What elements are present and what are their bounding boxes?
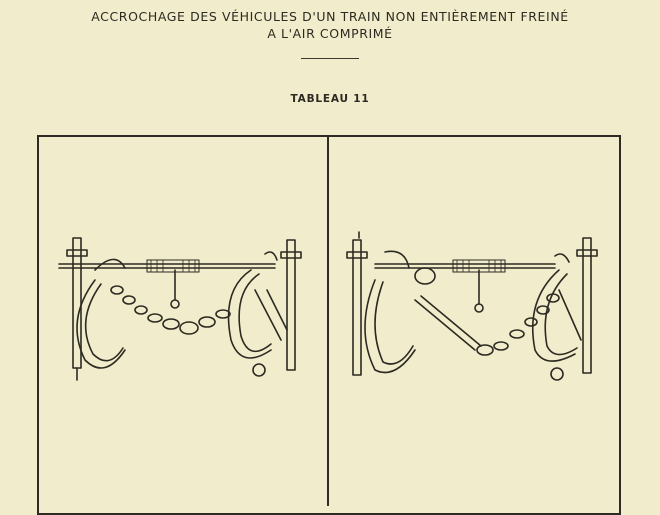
coupling-chains-hanging-icon	[55, 230, 315, 390]
figure-left	[55, 230, 315, 390]
table-label: TABLEAU 11	[290, 93, 370, 105]
document-title	[0, 8, 660, 42]
figure-right	[345, 230, 610, 390]
title-divider	[301, 58, 359, 59]
title-line-1: ACCROCHAGE DES VÉHICULES D'UN TRAIN NON ENTIÈREMENT FREINÉ	[91, 9, 569, 24]
title-line-2: A L'AIR COMPRIMÉ	[267, 26, 393, 41]
coupling-screw-hooked-icon	[345, 230, 610, 390]
table-column-divider	[327, 136, 329, 506]
